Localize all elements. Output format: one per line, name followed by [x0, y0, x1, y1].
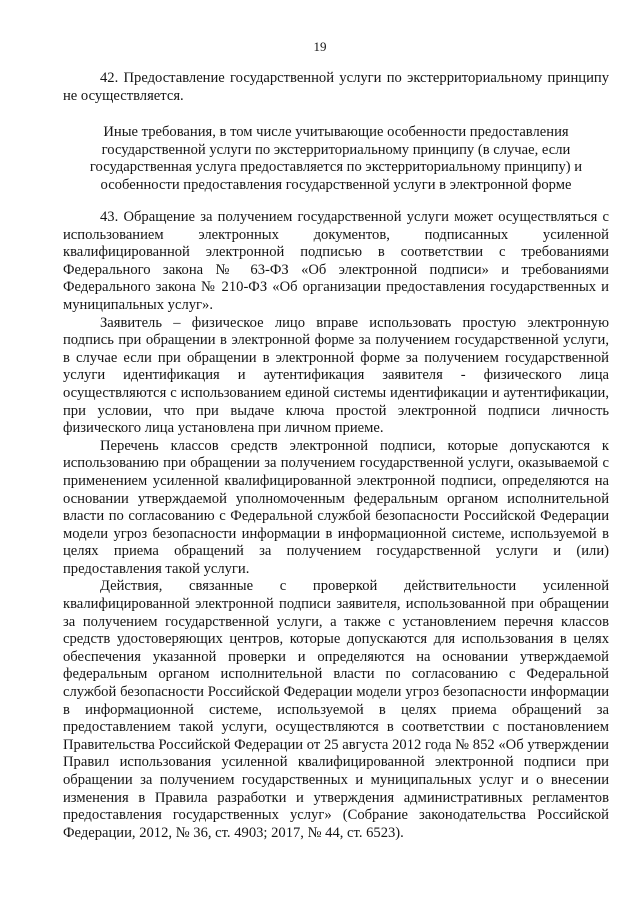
paragraph-simple-signature: Заявитель – физическое лицо вправе использовать простую электронную подпись при обращении в электронной форме за получением государственной услуги, в случае если при обращении в электронной форме за получением государственной услуги идентификация и аутентификация заявителя - физического лица осуществляются с использованием единой системы идентификации и аутентификации, при условии, что при выдаче ключа простой электронной подписи личность физического лица установлена при личном приеме. [63, 314, 609, 437]
page-number: 19 [313, 39, 327, 54]
paragraph-43: 43. Обращение за получением государственной услуги может осуществляться с использованием электронных документов, подписанных усиленной квалифицированной электронной подписью в соответствии с требованиями Федерального закона № 63-ФЗ «Об электронной подписи» и требованиями Федерального закона № 210-ФЗ «Об организации предоставления государственных и муниципальных услуг». [63, 209, 609, 313]
paragraph-signature-verification: Действия, связанные с проверкой действительности усиленной квалифицированной электронной подписи заявителя, использованной при обращении за получением государственной услуги, а также с установлением перечня классов средств удостоверяющих центров, которые допускаются для использования в целях обеспечения указанной проверки и определяются на основании утверждаемой федеральным органом исполнительной власти по согласованию с Федеральной службой безопасности Российской Федерации модели угроз безопасности информации в информационной системе, используемой в целях приема обращений за предоставлением такой услуги, осуществляются в соответствии с постановлением Правительства Российской Федерации от 25 августа 2012 года № 852 «Об утверждении Правил использования усиленной квалифицированной электронной подписи при обращении за получением государственных и муниципальных услуг и о внесении изменения в Правила разработки и утверждения административных регламентов предоставления государственных услуг» (Собрание законодательства Российской Федерации, 2012, № 36, ст. 4903; 2017, № 44, ст. 6523). [63, 578, 609, 841]
section-heading: Иные требования, в том числе учитывающие особенности предоставления государственной услуги по экстерриториальному принципу (в случае, если государственная услуга предоставляется по экстерриториальному принципу) и особенности предоставления государственной услуги в электронной форме [89, 124, 583, 193]
paragraph-signature-classes: Перечень классов средств электронной подписи, которые допускаются к использованию при обращении за получением государственной услуги, оказываемой с применением усиленной квалифицированной электронной подписи, определяются на основании утверждаемой уполномоченным федеральным органом исполнительной власти по согласованию с Федеральной службой безопасности Российской Федерации модели угроз безопасности информации в информационной системе, используемой в целях приема обращений за получением государственной услуги и (или) предоставления такой услуги. [63, 437, 609, 577]
paragraph-block [63, 209, 609, 842]
item-42-paragraph: 42. Предоставление государственной услуги по экстерриториальному принципу не осуществляется. [63, 70, 609, 104]
